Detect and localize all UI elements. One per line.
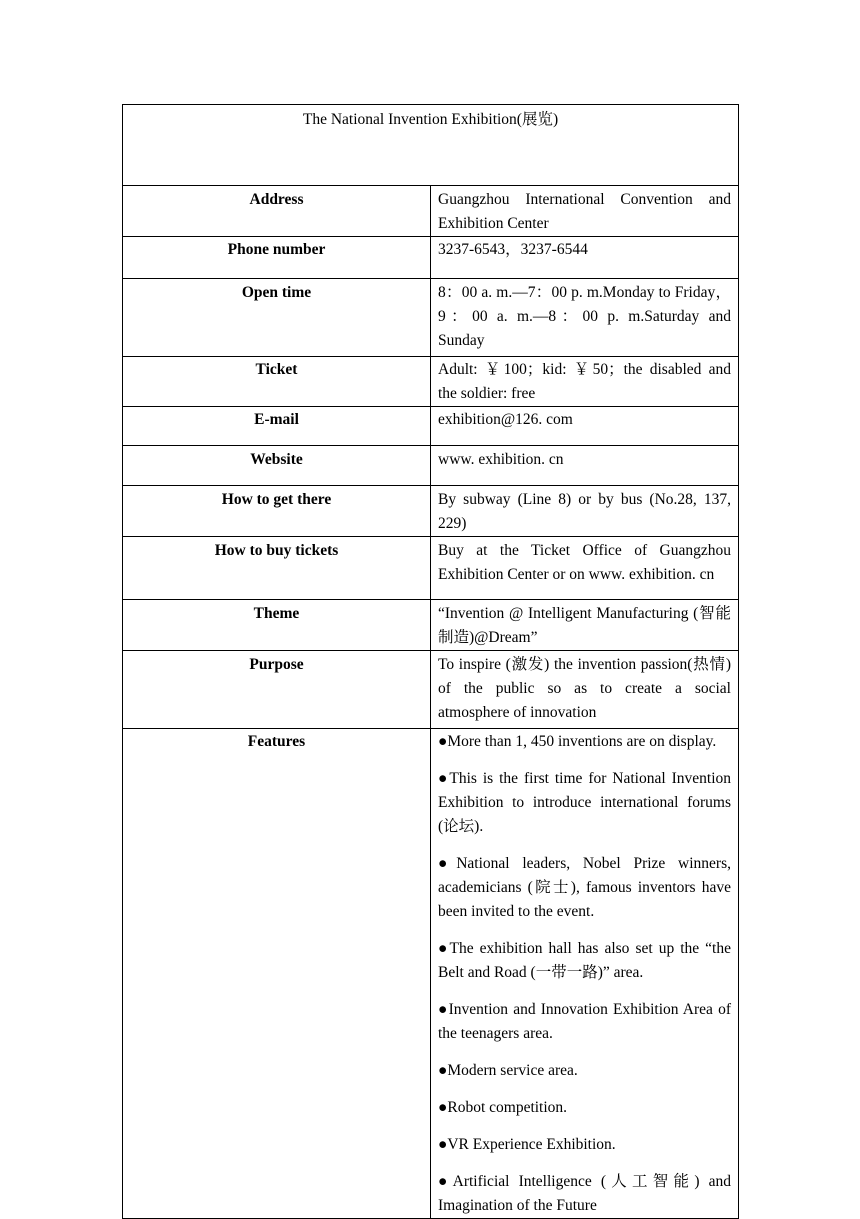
row-value-website: www. exhibition. cn	[431, 446, 739, 486]
feature-item: ●National leaders, Nobel Prize winners, academicians (院士), famous inventors have been invited to the event.	[438, 855, 731, 920]
table-row	[123, 729, 739, 1219]
table-row	[123, 651, 739, 729]
table-row	[123, 186, 739, 237]
row-label-purpose: Purpose	[123, 651, 431, 729]
table-row	[123, 407, 739, 446]
row-label-open-time: Open time	[123, 279, 431, 357]
row-value-purpose: To inspire (激发) the invention passion(热情) of the public so as to create a social atmosphere of innovation	[431, 651, 739, 729]
feature-item: ●Robot competition.	[438, 1099, 568, 1116]
feature-item: ●Invention and Innovation Exhibition Area of the teenagers area.	[438, 1001, 731, 1042]
table-row	[123, 537, 739, 600]
feature-item: ●This is the first time for National Invention Exhibition to introduce international forums (论坛).	[438, 770, 731, 835]
table-row	[123, 600, 739, 651]
row-label-ticket: Ticket	[123, 357, 431, 407]
row-value-address: Guangzhou International Convention and Exhibition Center	[431, 186, 739, 237]
row-label-address: Address	[123, 186, 431, 237]
table-title: The National Invention Exhibition(展览)	[123, 105, 739, 186]
row-value-ticket: Adult: ￥100；kid: ￥50；the disabled and the soldier: free	[431, 357, 739, 407]
feature-item: ●Artificial Intelligence (人工智能) and Imagination of the Future	[438, 1173, 731, 1214]
exhibition-info-table	[122, 104, 739, 1219]
row-label-how-to-buy: How to buy tickets	[123, 537, 431, 600]
row-value-phone: 3237-6543，3237-6544	[431, 237, 739, 279]
row-value-theme: “Invention @ Intelligent Manufacturing (智能制造)@Dream”	[431, 600, 739, 651]
feature-item: ●The exhibition hall has also set up the “the Belt and Road (一带一路)” area.	[438, 940, 731, 981]
row-label-phone: Phone number	[123, 237, 431, 279]
feature-item: ●VR Experience Exhibition.	[438, 1136, 616, 1153]
feature-item: ●Modern service area.	[438, 1062, 578, 1079]
row-value-open-time: 8：00 a. m.—7：00 p. m.Monday to Friday，9：00 a. m.—8：00 p. m.Saturday and Sunday	[431, 279, 739, 357]
row-value-email: exhibition@126. com	[431, 407, 739, 446]
row-label-email: E-mail	[123, 407, 431, 446]
row-value-how-to-get: By subway (Line 8) or by bus (No.28, 137, 229)	[431, 486, 739, 537]
row-value-how-to-buy: Buy at the Ticket Office of Guangzhou Exhibition Center or on www. exhibition. cn	[431, 537, 739, 600]
table-row	[123, 237, 739, 279]
row-label-theme: Theme	[123, 600, 431, 651]
feature-item: ●More than 1, 450 inventions are on display.	[438, 733, 717, 750]
table-row	[123, 279, 739, 357]
features-list	[431, 729, 739, 1219]
row-label-features: Features	[123, 729, 431, 1219]
table-row	[123, 357, 739, 407]
table-row	[123, 446, 739, 486]
table-row	[123, 486, 739, 537]
row-label-website: Website	[123, 446, 431, 486]
row-label-how-to-get: How to get there	[123, 486, 431, 537]
